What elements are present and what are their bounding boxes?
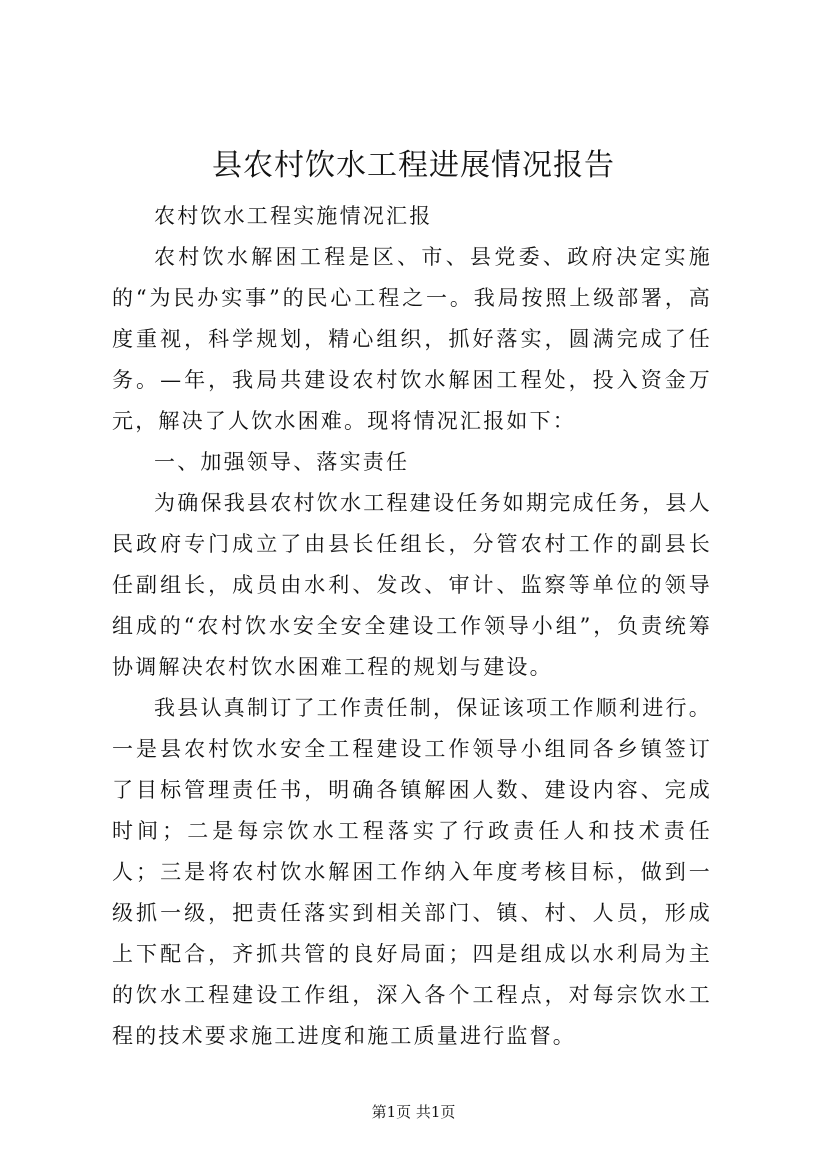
- subtitle-paragraph: 农村饮水工程实施情况汇报: [154, 204, 433, 228]
- section-heading: 一、加强领导、落实责任: [154, 450, 410, 474]
- body-paragraph: 我县认真制订了工作责任制，保证该项工作顺利进行。一是县农村饮水安全工程建设工作领导小组同各乡镇签订了目标管理责任书，明确各镇解困人数、建设内容、完成时间；二是每宗饮水工程落实了行政责任人和技术责任人；三是将农村饮水解困工作纳入年度考核目标，做到一级抓一级，把责任落实到相关部门、镇、村、人员，形成上下配合，齐抓共管的良好局面；四是组成以水利局为主的饮水工程建设工作组，深入各个工程点，对每宗饮水工程的技术要求施工进度和施工质量进行监督。: [112, 696, 712, 1048]
- document-body: [112, 196, 712, 1057]
- body-paragraph: 为确保我县农村饮水工程建设任务如期完成任务，县人民政府专门成立了由县长任组长，分管农村工作的副县长任副组长，成员由水利、发改、审计、监察等单位的领导组成的“农村饮水安全安全建设工作领导小组”，负责统筹协调解决农村饮水困难工程的规划与建设。: [112, 491, 712, 679]
- page-footer: 第1页 共1页: [371, 1103, 456, 1121]
- intro-paragraph: 农村饮水解困工程是区、市、县党委、政府决定实施的“为民办实事”的民心工程之一。我局按照上级部署，高度重视，科学规划，精心组织，抓好落实，圆满完成了任务。—年，我局共建设农村饮水解困工程处，投入资金万元，解决了人饮水困难。现将情况汇报如下：: [112, 245, 712, 433]
- document-title: 县农村饮水工程进展情况报告: [212, 148, 615, 183]
